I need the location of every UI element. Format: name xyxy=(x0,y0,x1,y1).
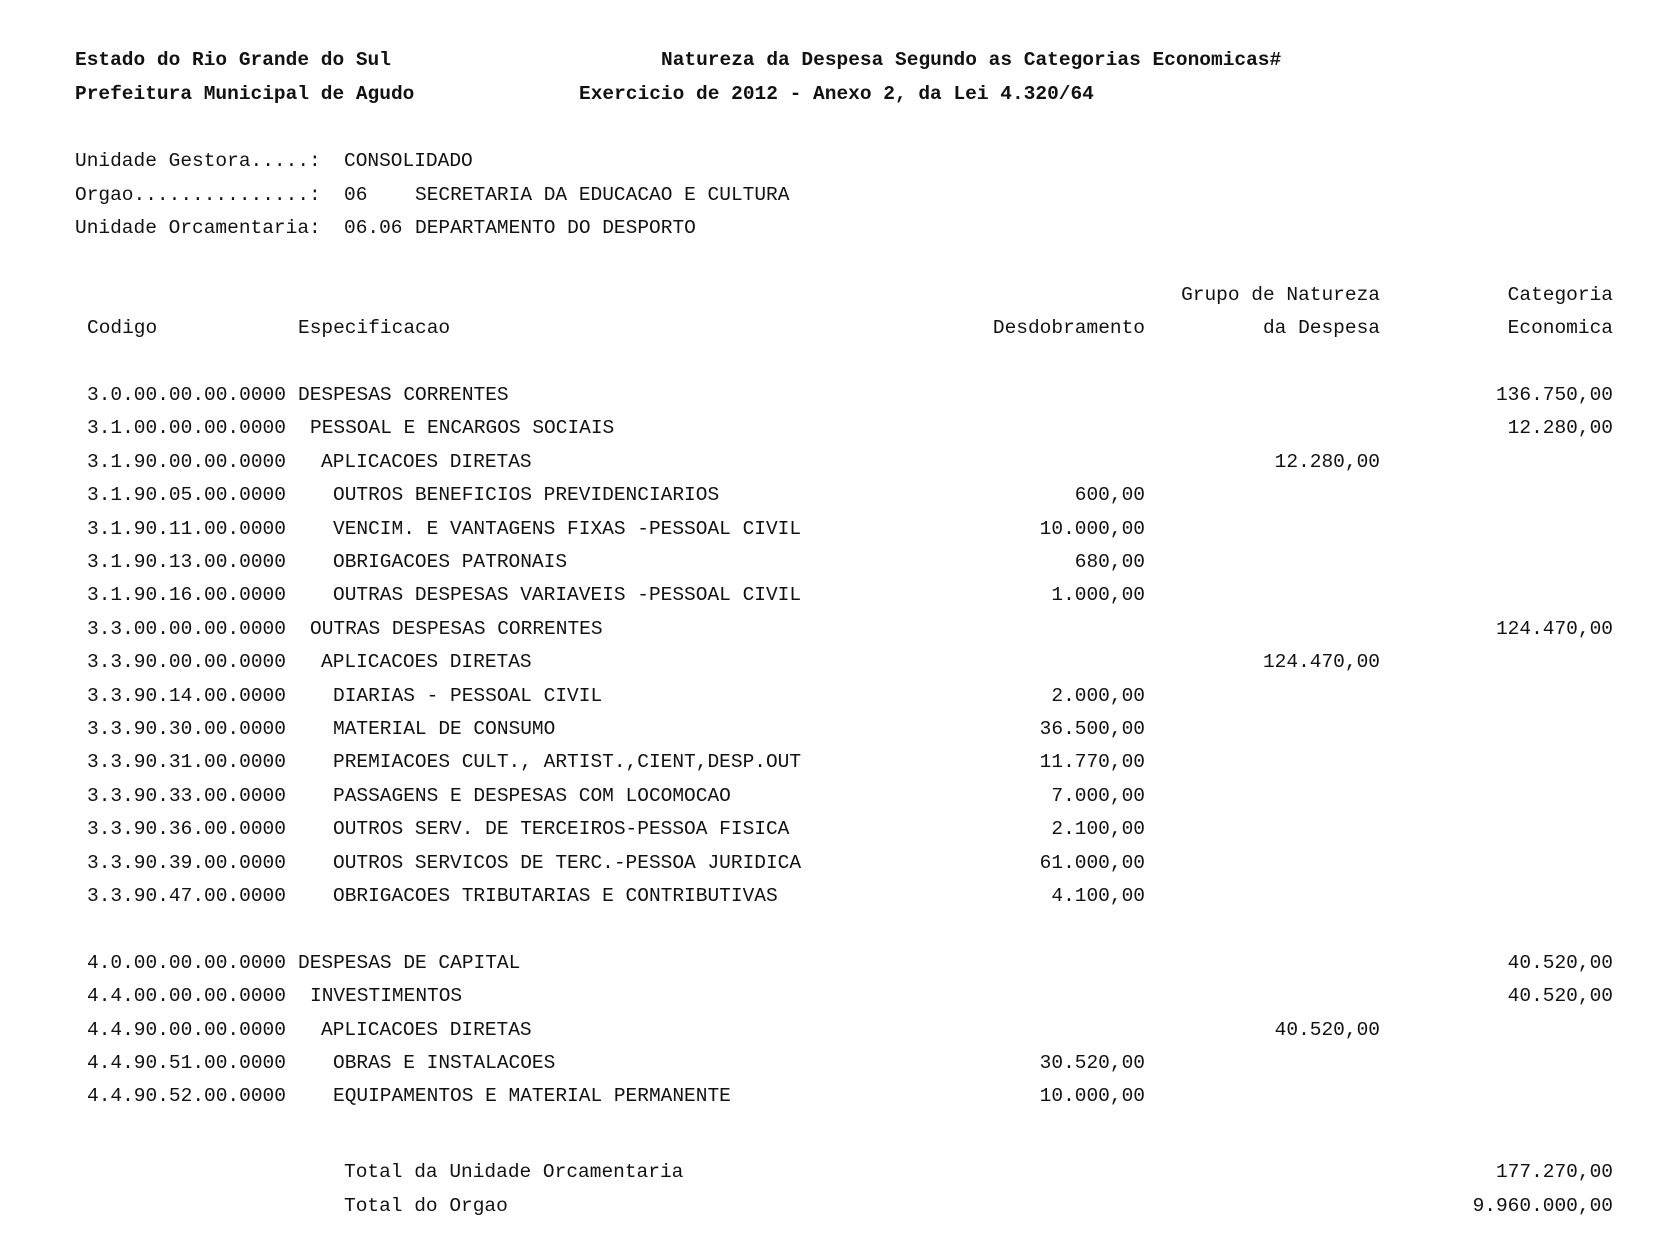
row-specification: PASSAGENS E DESPESAS COM LOCOMOCAO xyxy=(333,785,731,807)
row-desdobramento-value: 7.000,00 xyxy=(1051,785,1145,807)
row-code: 3.3.00.00.00.0000 xyxy=(87,618,286,640)
row-desdobramento-value: 10.000,00 xyxy=(1039,1085,1145,1107)
row-specification: DESPESAS CORRENTES xyxy=(298,384,509,406)
row-code: 4.4.90.00.00.0000 xyxy=(87,1019,286,1041)
row-categoria-value: 40.520,00 xyxy=(1507,952,1613,974)
row-desdobramento-value: 680,00 xyxy=(1074,551,1145,573)
row-specification: OUTROS BENEFICIOS PREVIDENCIARIOS xyxy=(333,484,720,506)
column-categoria-header-line1: Categoria xyxy=(1507,284,1613,306)
row-code: 3.1.90.13.00.0000 xyxy=(87,551,286,573)
row-grupo-value: 124.470,00 xyxy=(1262,651,1380,673)
row-code: 3.3.90.30.00.0000 xyxy=(87,718,286,740)
row-code: 3.3.90.47.00.0000 xyxy=(87,885,286,907)
row-code: 4.0.00.00.00.0000 xyxy=(87,952,286,974)
total-label: Total do Orgao xyxy=(344,1195,508,1217)
row-desdobramento-value: 36.500,00 xyxy=(1039,718,1145,740)
column-grupo-header-line2: da Despesa xyxy=(1262,317,1380,339)
municipality-name: Prefeitura Municipal de Agudo xyxy=(75,83,415,105)
row-specification: OUTRAS DESPESAS VARIAVEIS -PESSOAL CIVIL xyxy=(333,584,802,606)
row-grupo-value: 40.520,00 xyxy=(1274,1019,1380,1041)
column-desdobramento-header: Desdobramento xyxy=(992,317,1145,339)
unidade-gestora-label: Unidade Gestora.....: xyxy=(75,150,321,172)
row-desdobramento-value: 61.000,00 xyxy=(1039,852,1145,874)
row-specification: OBRIGACOES PATRONAIS xyxy=(333,551,568,573)
row-specification: APLICACOES DIRETAS xyxy=(321,451,532,473)
row-specification: APLICACOES DIRETAS xyxy=(321,651,532,673)
report-subtitle: Exercicio de 2012 - Anexo 2, da Lei 4.320/64 xyxy=(579,83,1094,105)
row-desdobramento-value: 1.000,00 xyxy=(1051,584,1145,606)
unidade-orcamentaria-name: DEPARTAMENTO DO DESPORTO xyxy=(415,217,696,239)
total-value: 177.270,00 xyxy=(1495,1161,1613,1183)
row-specification: MATERIAL DE CONSUMO xyxy=(333,718,556,740)
row-grupo-value: 12.280,00 xyxy=(1274,451,1380,473)
row-specification: EQUIPAMENTOS E MATERIAL PERMANENTE xyxy=(333,1085,731,1107)
row-specification: VENCIM. E VANTAGENS FIXAS -PESSOAL CIVIL xyxy=(333,518,802,540)
row-code: 3.1.90.11.00.0000 xyxy=(87,518,286,540)
row-code: 3.0.00.00.00.0000 xyxy=(87,384,286,406)
row-desdobramento-value: 30.520,00 xyxy=(1039,1052,1145,1074)
row-specification: INVESTIMENTOS xyxy=(310,985,463,1007)
row-code: 3.3.90.39.00.0000 xyxy=(87,852,286,874)
row-desdobramento-value: 4.100,00 xyxy=(1051,885,1145,907)
row-desdobramento-value: 10.000,00 xyxy=(1039,518,1145,540)
row-code: 4.4.00.00.00.0000 xyxy=(87,985,286,1007)
row-code: 3.3.90.00.00.0000 xyxy=(87,651,286,673)
row-desdobramento-value: 2.100,00 xyxy=(1051,818,1145,840)
unidade-gestora-value: CONSOLIDADO xyxy=(344,150,473,172)
row-specification: OUTROS SERV. DE TERCEIROS-PESSOA FISICA xyxy=(333,818,790,840)
row-specification: APLICACOES DIRETAS xyxy=(321,1019,532,1041)
orgao-code: 06 xyxy=(344,184,368,206)
row-code: 3.3.90.33.00.0000 xyxy=(87,785,286,807)
row-code: 3.1.90.05.00.0000 xyxy=(87,484,286,506)
column-codigo-header: Codigo xyxy=(87,317,158,339)
column-categoria-header-line2: Economica xyxy=(1507,317,1613,339)
row-specification: OUTRAS DESPESAS CORRENTES xyxy=(310,618,603,640)
row-categoria-value: 124.470,00 xyxy=(1495,618,1613,640)
row-categoria-value: 12.280,00 xyxy=(1507,417,1613,439)
column-grupo-header-line1: Grupo de Natureza xyxy=(1181,284,1380,306)
orgao-label: Orgao...............: xyxy=(75,184,321,206)
total-value: 9.960.000,00 xyxy=(1472,1195,1613,1217)
row-specification: OBRIGACOES TRIBUTARIAS E CONTRIBUTIVAS xyxy=(333,885,778,907)
row-code: 3.3.90.14.00.0000 xyxy=(87,685,286,707)
row-specification: OUTROS SERVICOS DE TERC.-PESSOA JURIDICA xyxy=(333,852,802,874)
row-categoria-value: 40.520,00 xyxy=(1507,985,1613,1007)
state-name: Estado do Rio Grande do Sul xyxy=(75,49,391,71)
unidade-orcamentaria-label: Unidade Orcamentaria: xyxy=(75,217,321,239)
row-code: 3.3.90.31.00.0000 xyxy=(87,751,286,773)
row-code: 3.3.90.36.00.0000 xyxy=(87,818,286,840)
row-code: 4.4.90.51.00.0000 xyxy=(87,1052,286,1074)
row-code: 3.1.90.00.00.0000 xyxy=(87,451,286,473)
row-code: 4.4.90.52.00.0000 xyxy=(87,1085,286,1107)
total-label: Total da Unidade Orcamentaria xyxy=(344,1161,684,1183)
row-desdobramento-value: 2.000,00 xyxy=(1051,685,1145,707)
row-specification: DIARIAS - PESSOAL CIVIL xyxy=(333,685,603,707)
row-specification: PESSOAL E ENCARGOS SOCIAIS xyxy=(310,417,615,439)
orgao-name: SECRETARIA DA EDUCACAO E CULTURA xyxy=(415,184,790,206)
row-code: 3.1.00.00.00.0000 xyxy=(87,417,286,439)
row-desdobramento-value: 600,00 xyxy=(1074,484,1145,506)
column-especificacao-header: Especificacao xyxy=(298,317,451,339)
row-specification: DESPESAS DE CAPITAL xyxy=(298,952,521,974)
row-specification: OBRAS E INSTALACOES xyxy=(333,1052,556,1074)
row-code: 3.1.90.16.00.0000 xyxy=(87,584,286,606)
row-specification: PREMIACOES CULT., ARTIST.,CIENT,DESP.OUT xyxy=(333,751,802,773)
row-categoria-value: 136.750,00 xyxy=(1495,384,1613,406)
report-title: Natureza da Despesa Segundo as Categorias Economicas# xyxy=(661,49,1282,71)
row-desdobramento-value: 11.770,00 xyxy=(1039,751,1145,773)
unidade-orcamentaria-code: 06.06 xyxy=(344,217,403,239)
